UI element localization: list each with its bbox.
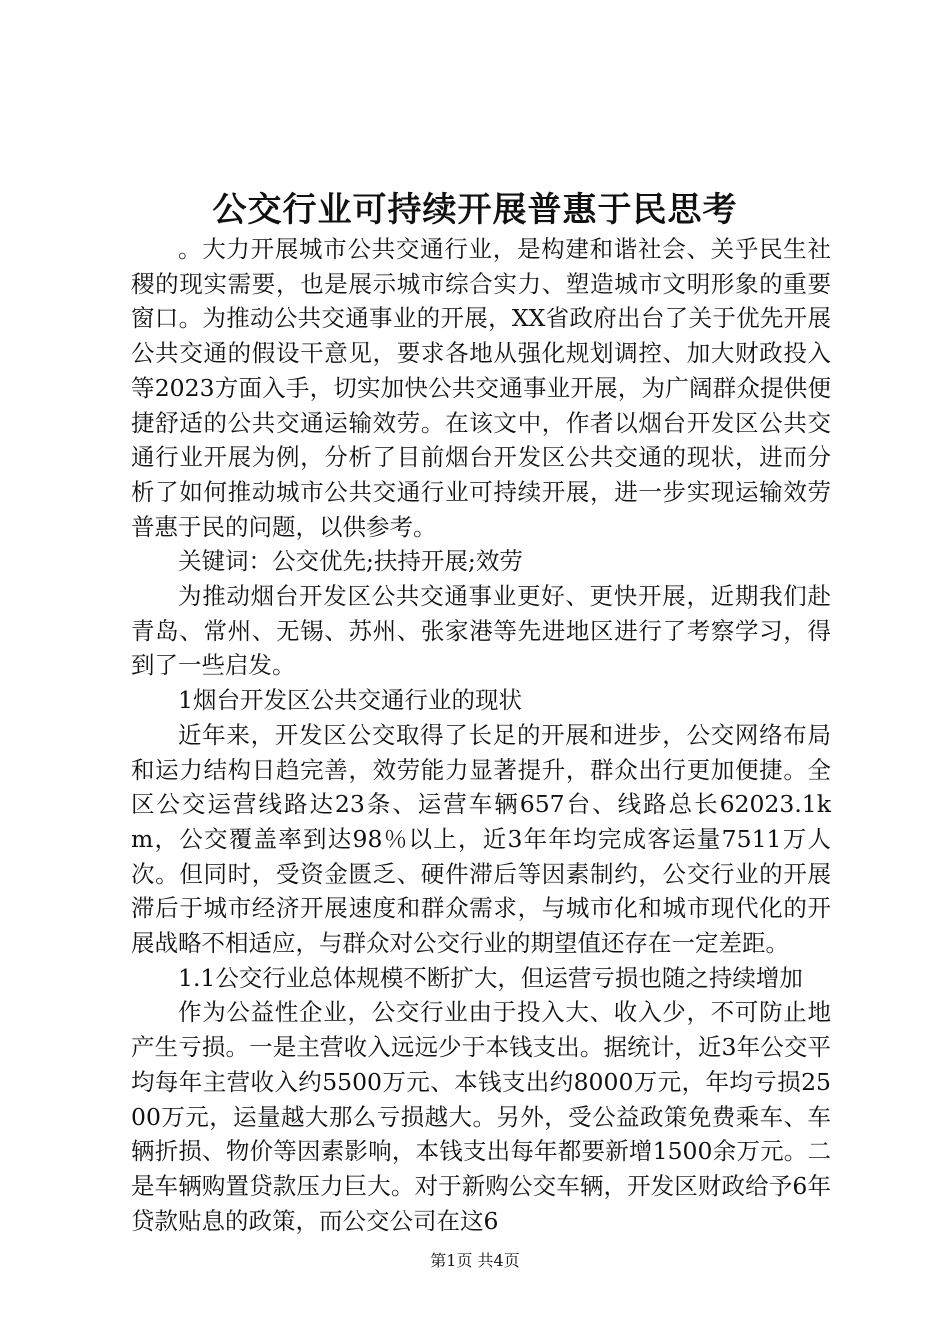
section-heading-1-1: 1.1公交行业总体规模不断扩大，但运营亏损也随之持续增加 (178, 963, 803, 992)
section-heading-1: 1烟台开发区公共交通行业的现状 (178, 686, 522, 715)
page-footer: 第1页 共4页 (430, 1251, 520, 1270)
intro-paragraph: 。大力开展城市公共交通行业，是构建和谐社会、关乎民生社稷的现实需要，也是展示城市综合实力、塑造城市文明形象的重要窗口。为推动公共交通事业的开展，XX省政府出台了关于优先开展公共交通的假设干意见，要求各地从强化规划调控、加大财政投入等2023方面入手，切实加快公共交通事业开展，为广阔群众提供便捷舒适的公共交通运输效劳。在该文中，作者以烟台开发区公共交通行业开展为例，分析了目前烟台开发区公共交通的现状，进而分析了如何推动城市公共交通行业可持续开展，进一步实现运输效劳普惠于民的问题，以供参考。 (131, 235, 831, 541)
document-title: 公交行业可持续开展普惠于民思考 (212, 190, 738, 230)
document-body (131, 232, 831, 1238)
keywords-paragraph: 关键词：公交优先;扶持开展;效劳 (178, 547, 523, 576)
study-paragraph: 为推动烟台开发区公共交通事业更好、更快开展，近期我们赴青岛、常州、无锡、苏州、张家港等先进地区进行了考察学习，得到了一些启发。 (131, 582, 831, 680)
loss-paragraph: 作为公益性企业，公交行业由于投入大、收入少，不可防止地产生亏损。一是主营收入远远少于本钱支出。据统计，近3年公交平均每年主营收入约5500万元、本钱支出约8000万元，年均亏损2500万元，运量越大那么亏损越大。另外，受公益政策免费乘车、车辆折损、物价等因素影响，本钱支出每年都要新增1500余万元。二是车辆购置贷款压力巨大。对于新购公交车辆，开发区财政给予6年贷款贴息的政策，而公交公司在这6 (131, 998, 831, 1235)
status-paragraph: 近年来，开发区公交取得了长足的开展和进步，公交网络布局和运力结构日趋完善，效劳能力显著提升，群众出行更加便捷。全区公交运营线路达23条、运营车辆657台、线路总长62023.1km，公交覆盖率到达98％以上，近3年年均完成客运量7511万人次。但同时，受资金匮乏、硬件滞后等因素制约，公交行业的开展滞后于城市经济开展速度和群众需求，与城市化和城市现代化的开展战略不相适应，与群众对公交行业的期望值还存在一定差距。 (131, 720, 831, 958)
